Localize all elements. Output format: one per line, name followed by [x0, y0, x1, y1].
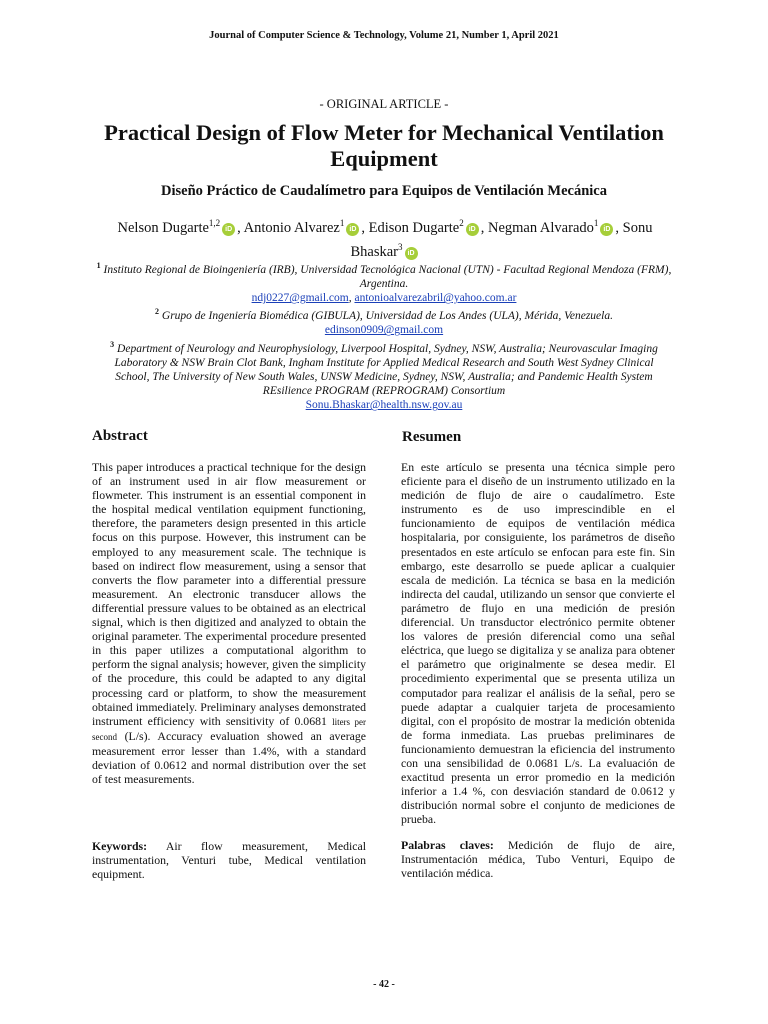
orcid-icon[interactable]: iD — [346, 223, 359, 236]
author-affiliation-mark: 1 — [339, 218, 345, 228]
affiliation-text: Instituto Regional de Bioingeniería (IRB), Universidad Tecnológica Nacional (UTN) - Facultad Regional Mendoza (FRM), Argentina. — [103, 263, 672, 291]
abstract-keywords — [92, 839, 366, 881]
keywords-label: Keywords: — [92, 839, 148, 853]
affiliation-3 — [96, 338, 672, 399]
affiliation-2 — [96, 305, 672, 323]
orcid-icon[interactable]: iD — [222, 223, 235, 236]
palabras-claves-text: Medición de flujo de aire, Instrumentación médica, Tubo Venturi, Equipo de ventilación médica. — [401, 838, 675, 881]
email-link[interactable]: Sonu.Bhaskar@health.nsw.gov.au — [305, 399, 463, 412]
resumen-heading: Resumen — [402, 429, 462, 445]
author-name: Negman Alvarado — [487, 219, 594, 236]
paper-title: Practical Design of Flow Meter for Mechanical Ventilation Equipment — [104, 120, 664, 171]
email-link[interactable]: edinson0909@gmail.com — [324, 324, 444, 337]
resumen-keywords — [401, 838, 675, 880]
keywords-text: Air flow measurement, Medical instrumentation, Venturi tube, Medical ventilation equipment. — [92, 839, 366, 882]
resumen-text: En este artículo se presenta una técnica simple pero eficiente para el diseño de un instrumento utilizado en la medición de flujo de aire o caudalímetro. Este instrumento es de uso imprescindible en el funcionamiento de equipos de ventilación médica hospitalaria, por consiguiente, los parámetros de diseño presentados en este artículo se enfocan para este fin. Sin embargo, este desarrollo se puede aplicar a cualquier escala de medición. La técnica se basa en la medición indirecta del caudal, utilizando un sensor que convierte el parámetro de flujo en una medición de presión diferencial. Un transductor electrónico permite obtener los valores de presión diferencial como una señal eléctrica, que luego se digitaliza y se analiza para obtener el parámetro que originalmente se desea medir. El procedimiento experimental que se presenta utiliza un computador para realizar el análisis de la señal, pero se puede adaptar a cualquier tarjeta de procesamiento digital, con el propósito de mostrar la medición obtenida de forma inmediata. Las pruebas preliminares de funcionamiento demuestran la eficiencia del instrumento con una sensibilidad de 0.0681 L/s. La evaluación de exactitud presenta un error promedio en la medición inferior a 1.4 %, con desviación standard de 0.0612 y distribución normal sobre el conjunto de mediciones de prueba. — [401, 460, 675, 827]
affiliation-1-emails: ndj0227@gmail.com, antonioalvarezabril@yahoo.com.ar — [251, 292, 517, 305]
affiliation-1 — [96, 259, 672, 291]
affiliation-text: Department of Neurology and Neurophysiology, Liverpool Hospital, Sydney, NSW, Australia; Neurovascular Imaging Laboratory & NSW Brain Clot Bank, Ingham Institute for Applied Medical Research and South West Sydney Clinical School, The University of New South Wales, UNSW Medicine, Sydney, NSW, Australia; and Pandemic Health System REsilience PROGRAM (REPROGRAM) Consortium — [114, 342, 658, 398]
abstract-units: liters per second — [92, 716, 367, 742]
abstract-text-end: (L/s). Accuracy evaluation showed an average measurement error lesser than 1.4%, with a standard deviation of 0.0612 and normal distribution over the set of test measurements. — [92, 728, 366, 787]
orcid-icon[interactable]: iD — [405, 247, 418, 260]
author-name: Nelson Dugarte — [117, 219, 209, 236]
page-number: - 42 - — [373, 979, 395, 990]
abstract-heading: Abstract — [92, 428, 148, 444]
affiliation-number: 2 — [155, 307, 160, 317]
affiliation-number: 1 — [96, 261, 101, 270]
affiliations — [96, 259, 672, 413]
author-affiliation-mark: 1 — [593, 218, 599, 228]
author-affiliation-mark: 3 — [398, 241, 403, 252]
email-link[interactable]: antonioalvarezabril@yahoo.com.ar — [354, 292, 517, 305]
author-affiliation-mark: 1,2 — [208, 218, 221, 228]
author-name: Edison Dugarte — [368, 219, 460, 236]
journal-header: Journal of Computer Science & Technology, Volume 21, Number 1, April 2021 — [209, 30, 559, 41]
resumen-body — [401, 460, 675, 826]
article-type: - ORIGINAL ARTICLE - — [319, 97, 449, 111]
author-name: Antonio Alvarez — [243, 219, 340, 236]
affiliation-number: 3 — [110, 339, 115, 349]
author-list: Nelson Dugarte$^{1,2}$iD , Antonio Alvarez$^1$iD , Edison Dugarte$^2$iD , Negman Alvarado$^1$iD , Sonu Bhaskar$^3$iD — [117, 218, 653, 260]
abstract-text: This paper introduces a practical technique for the design of an instrument used in air flow measurement or flowmeter. This instrument is an essential component in the hospital medical ventilation equipment functioning, therefore, the parameters design presented in this article focus on this purpose. However, this instrument can be employed to any measurement scale. The technique is based on indirect flow measurement, using a sensor that converts the flow parameter into a differential pressure measurement. An electronic transducer allows the differential pressure values to be obtained as an electrical signal, which is then digitized and analyzed to obtain the original parameter. The experimental procedure presented in this paper utilizes a computational algorithm to perform the signal analysis; however, given the simplicity of the procedure, this could be adapted to any digital processing card or platform, to show the measurement obtained immediately. Preliminary analyses demonstrated instrument efficiency with sensitivity of 0.0681 — [92, 460, 366, 728]
orcid-icon[interactable]: iD — [466, 223, 479, 236]
email-link[interactable]: ndj0227@gmail.com — [251, 292, 349, 305]
paper-subtitle: Diseño Práctico de Caudalímetro para Equipos de Ventilación Mecánica — [160, 183, 607, 199]
affiliation-text: Grupo de Ingeniería Biomédica (GIBULA), Universidad de Los Andes (ULA), Mérida, Venezuela. — [161, 310, 613, 323]
author-affiliation-mark: 2 — [459, 218, 464, 228]
author-name: Sonu Bhaskar — [350, 219, 653, 260]
palabras-claves-label: Palabras claves: — [401, 838, 494, 852]
orcid-icon[interactable]: iD — [600, 223, 613, 236]
abstract-body — [92, 460, 366, 786]
